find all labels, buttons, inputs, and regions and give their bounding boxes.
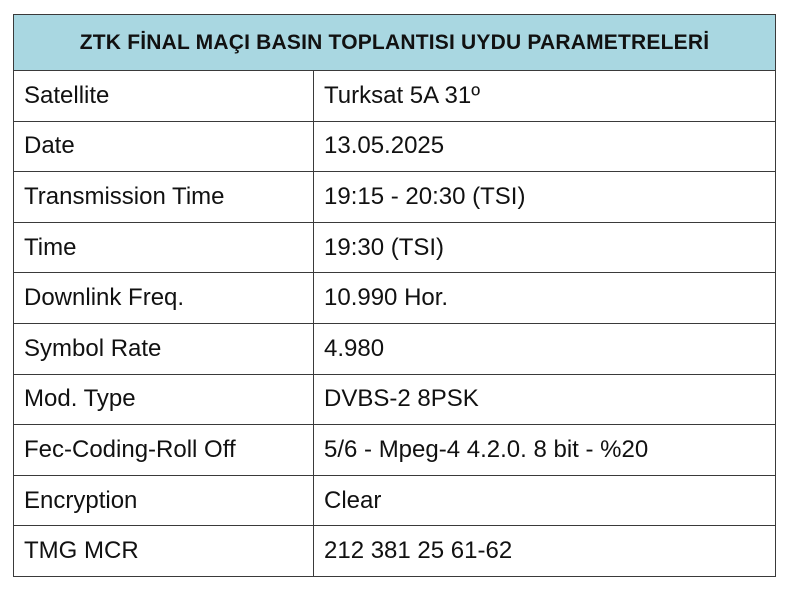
table-row-date — [14, 121, 776, 172]
row-value: 10.990 Hor. — [314, 273, 776, 324]
row-value: 4.980 — [314, 323, 776, 374]
table-row-encryption — [14, 475, 776, 526]
table-row-tmg-mcr — [14, 526, 776, 577]
parameters-table — [13, 14, 776, 577]
row-label: Mod. Type — [14, 374, 314, 425]
row-value: Turksat 5A 31º — [314, 71, 776, 122]
table-row-mod-type — [14, 374, 776, 425]
row-value: 5/6 - Mpeg-4 4.2.0. 8 bit - %20 — [314, 425, 776, 476]
row-label: Satellite — [14, 71, 314, 122]
row-value: 19:30 (TSI) — [314, 222, 776, 273]
header-row — [14, 15, 776, 71]
row-label: Encryption — [14, 475, 314, 526]
row-label: Downlink Freq. — [14, 273, 314, 324]
table-row-downlink-freq — [14, 273, 776, 324]
table-row-satellite — [14, 71, 776, 122]
row-label: Symbol Rate — [14, 323, 314, 374]
row-value: 13.05.2025 — [314, 121, 776, 172]
row-value: DVBS-2 8PSK — [314, 374, 776, 425]
row-label: Transmission Time — [14, 172, 314, 223]
table-row-symbol-rate — [14, 323, 776, 374]
row-label: Time — [14, 222, 314, 273]
row-label: Fec-Coding-Roll Off — [14, 425, 314, 476]
row-label: TMG MCR — [14, 526, 314, 577]
satellite-parameters-sheet — [13, 14, 775, 583]
table-row-fec-coding — [14, 425, 776, 476]
row-label: Date — [14, 121, 314, 172]
table-row-time — [14, 222, 776, 273]
table-row-transmission-time — [14, 172, 776, 223]
row-value: Clear — [314, 475, 776, 526]
row-value: 212 381 25 61-62 — [314, 526, 776, 577]
table-title: ZTK FİNAL MAÇI BASIN TOPLANTISI UYDU PARAMETRELERİ — [14, 15, 776, 71]
row-value: 19:15 - 20:30 (TSI) — [314, 172, 776, 223]
